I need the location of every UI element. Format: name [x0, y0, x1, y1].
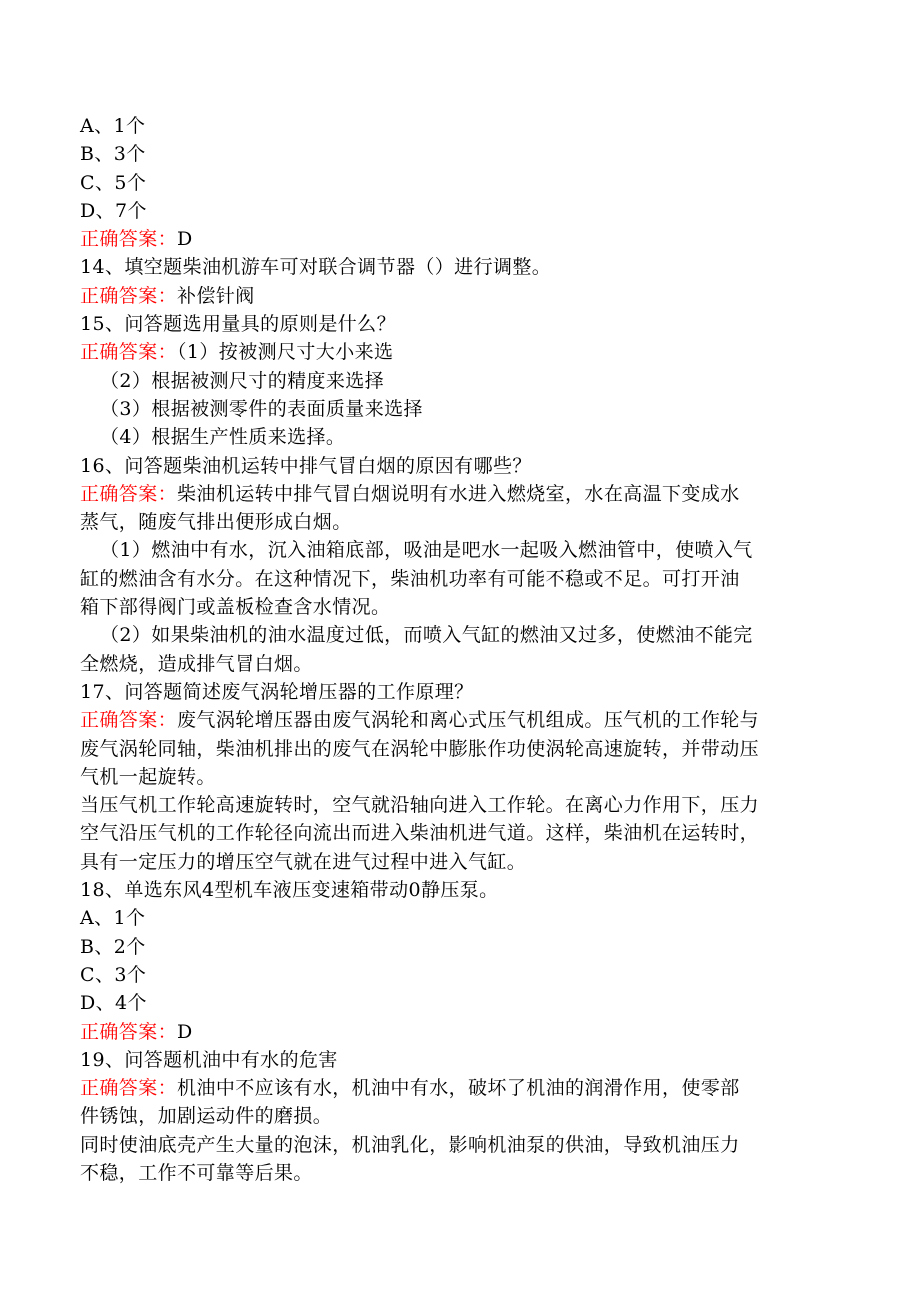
option-line: B、2个 — [80, 935, 146, 958]
answer-line — [80, 225, 840, 253]
question-line: 19、问答题机油中有水的危害 — [80, 1048, 338, 1071]
answer-line — [80, 480, 840, 508]
document-page — [80, 112, 840, 1187]
option-line: A、1个 — [80, 907, 146, 930]
question-line: 15、问答题选用量具的原则是什么？ — [80, 313, 396, 336]
answer-continuation: 具有一定压力的增压空气就在进气过程中进入气缸。 — [80, 850, 527, 873]
answer-continuation: 气机一起旋转。 — [80, 765, 216, 788]
option-line: C、3个 — [80, 963, 147, 986]
answer-continuation: 当压气机工作轮高速旋转时，空气就沿轴向进入工作轮。在离心力作用下，压力 — [80, 794, 760, 817]
question-line: 17、问答题简述废气涡轮增压器的工作原理？ — [80, 680, 474, 703]
answer-continuation: （4）根据生产性质来选择。 — [100, 426, 346, 449]
answer-continuation: 件锈蚀，加剧运动件的磨损。 — [80, 1105, 333, 1128]
answer-continuation: （3）根据被测零件的表面质量来选择 — [100, 397, 423, 420]
answer-line — [80, 1074, 840, 1102]
answer-continuation: 不稳，工作不可靠等后果。 — [80, 1161, 313, 1184]
answer-label: 正确答案： — [80, 1077, 178, 1100]
answer-label: 正确答案： — [80, 709, 178, 732]
answer-continuation: （2）根据被测尺寸的精度来选择 — [100, 369, 385, 392]
answer-label: 正确答案： — [80, 228, 178, 251]
question-line: 14、填空题柴油机游车可对联合调节器（）进行调整。 — [80, 256, 552, 279]
answer-label: 正确答案： — [80, 341, 178, 364]
answer-continuation: 同时使油底壳产生大量的泡沫，机油乳化，影响机油泵的供油，导致机油压力 — [80, 1133, 740, 1156]
answer-text: （1）按被测尺寸大小来选 — [177, 341, 394, 364]
answer-continuation: 空气沿压气机的工作轮径向流出而进入柴油机进气道。这样，柴油机在运转时， — [80, 822, 760, 845]
answer-continuation: 全燃烧，造成排气冒白烟。 — [80, 652, 313, 675]
answer-label: 正确答案： — [80, 284, 178, 307]
answer-label: 正确答案： — [80, 482, 178, 505]
answer-text: 补偿针阀 — [177, 284, 255, 307]
answer-line — [80, 282, 840, 310]
answer-line — [80, 1018, 840, 1046]
option-line: A、1个 — [80, 115, 146, 137]
answer-text: 柴油机运转中排气冒白烟说明有水进入燃烧室，水在高温下变成水 — [177, 482, 740, 505]
answer-continuation: 缸的燃油含有水分。在这种情况下，柴油机功率有可能不稳或不足。可打开油 — [80, 567, 740, 590]
answer-label: 正确答案： — [80, 1020, 178, 1043]
answer-text: D — [177, 1020, 193, 1043]
answer-continuation: 蒸气，随废气排出便形成白烟。 — [80, 511, 352, 534]
answer-line — [80, 338, 840, 366]
option-line: C、5个 — [80, 171, 147, 194]
answer-text: 机油中不应该有水，机油中有水，破坏了机油的润滑作用，使零部 — [177, 1077, 740, 1100]
answer-continuation: （1）燃油中有水，沉入油箱底部，吸油是吧水一起吸入燃油管中，使喷入气 — [100, 539, 753, 562]
option-line: B、3个 — [80, 143, 146, 166]
option-line: D、4个 — [80, 992, 147, 1015]
option-line: D、7个 — [80, 199, 147, 222]
answer-text: 废气涡轮增压器由废气涡轮和离心式压气机组成。压气机的工作轮与 — [177, 709, 760, 732]
answer-continuation: （2）如果柴油机的油水温度过低，而喷入气缸的燃油又过多，使燃油不能完 — [100, 624, 753, 647]
question-line: 18、单选东风4型机车液压变速箱带动0静压泵。 — [80, 879, 499, 902]
answer-continuation: 废气涡轮同轴，柴油机排出的废气在涡轮中膨胀作功使涡轮高速旋转，并带动压 — [80, 737, 760, 760]
answer-line — [80, 706, 840, 734]
answer-continuation: 箱下部得阀门或盖板检查含水情况。 — [80, 596, 391, 619]
answer-text: D — [177, 228, 193, 251]
question-line: 16、问答题柴油机运转中排气冒白烟的原因有哪些？ — [80, 454, 532, 477]
